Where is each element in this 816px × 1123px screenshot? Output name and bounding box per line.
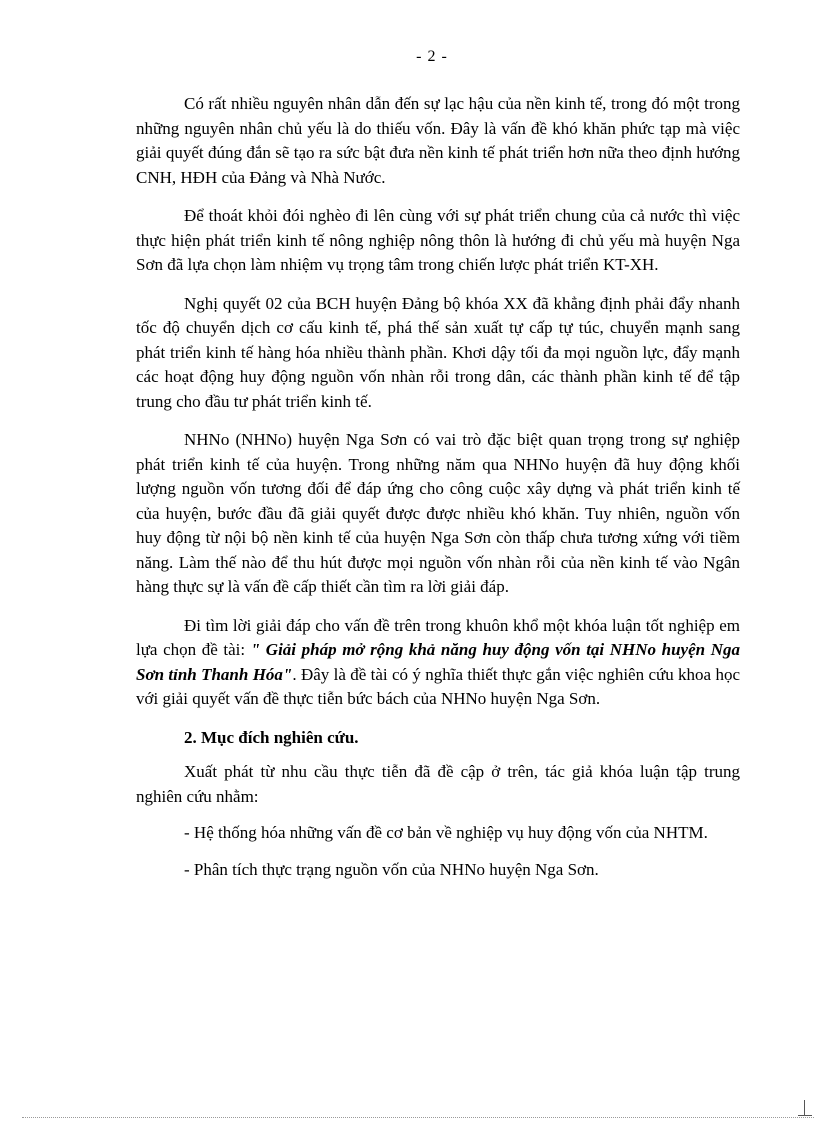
crop-mark [798,1115,812,1116]
crop-mark [804,1100,805,1116]
paragraph-nhno-role: NHNo (NHNo) huyện Nga Sơn có vai trò đặc biệt quan trọng trong sự nghiệp phát triển kinh tế của huyện. Trong những năm qua NHNo huyện đã huy động khối lượng nguồn vốn tương đối để đáp ứng cho công cuộc xây dựng và phát triển kinh tế của huyện, bước đầu đã giải quyết được được nhiều khó khăn. Tuy nhiên, nguồn vốn huy động từ nội bộ nền kinh tế của huyện Nga Sơn còn thấp chưa tương xứng với tiềm năng. Làm thế nào để thu hút được mọi nguồn vốn nhàn rỗi của nền kinh tế vào Ngân hàng thực sự là vấn đề cấp thiết cần tìm ra lời giải đáp. [136,430,740,596]
document-body [136,92,740,894]
topic-intro-text: Đi tìm lời giải đáp cho vấn đề trên trong khuôn khổ một khóa luận tốt nghiệp em lựa chọn đề tài: [136,615,740,659]
list-item: - Phân tích thực trạng nguồn vốn của NHNo huyện Nga Sơn. [184,859,599,879]
topic-significance-text: . Đây là đề tài có ý nghĩa thiết thực gắn việc nghiên cứu khoa học với giải quyết vấn đề thực tiễn bức bách của NHNo huyện Nga Sơn. [136,664,740,708]
page-bottom-border [22,1117,814,1118]
list-item: - Hệ thống hóa những vấn đề cơ bản về nghiệp vụ huy động vốn của NHTM. [184,823,708,842]
paragraph-poverty: Để thoát khỏi đói nghèo đi lên cùng với sự phát triển chung của cả nước thì việc thực hiện phát triển kinh tế nông nghiệp nông thôn là hướng đi chủ yếu mà huyện Nga Sơn đã lựa chọn làm nhiệm vụ trọng tâm trong chiến lược phát triển KT-XH. [136,206,740,274]
paragraph-intro: Có rất nhiều nguyên nhân dẫn đến sự lạc hậu của nền kinh tế, trong đó một trong những nguyên nhân chủ yếu là do thiếu vốn. Đây là vấn đề khó khăn phức tạp mà việc giải quyết đúng đắn sẽ tạo ra sức bật đưa nền kinh tế phát triển hơn nữa theo định hướng CNH, HĐH của Đảng và Nhà Nước. [136,94,740,187]
section-heading-purpose: 2. Mục đích nghiên cứu. [184,727,359,747]
paragraph-resolution: Nghị quyết 02 của BCH huyện Đảng bộ khóa XX đã khẳng định phải đẩy nhanh tốc độ chuyển dịch cơ cấu kinh tế, phá thế sản xuất tự cấp tự túc, chuyển mạnh sang phát triển kinh tế hàng hóa nhiều thành phần. Khơi dậy tối đa mọi nguồn lực, đẩy mạnh các hoạt động huy động nguồn vốn nhàn rỗi trong dân, các thành phần kinh tế để tập trung cho đầu tư phát triển kinh tế. [136,293,740,411]
thesis-title: " Giải pháp mở rộng khả năng huy động vốn tại NHNo huyện Nga Sơn tỉnh Thanh Hóa" [136,640,740,684]
page-number: - 2 - [416,48,448,65]
paragraph-purpose: Xuất phát từ nhu cầu thực tiễn đã đề cập ở trên, tác giả khóa luận tập trung nghiên cứu nhằm: [136,762,740,806]
paragraph-topic [136,614,740,712]
